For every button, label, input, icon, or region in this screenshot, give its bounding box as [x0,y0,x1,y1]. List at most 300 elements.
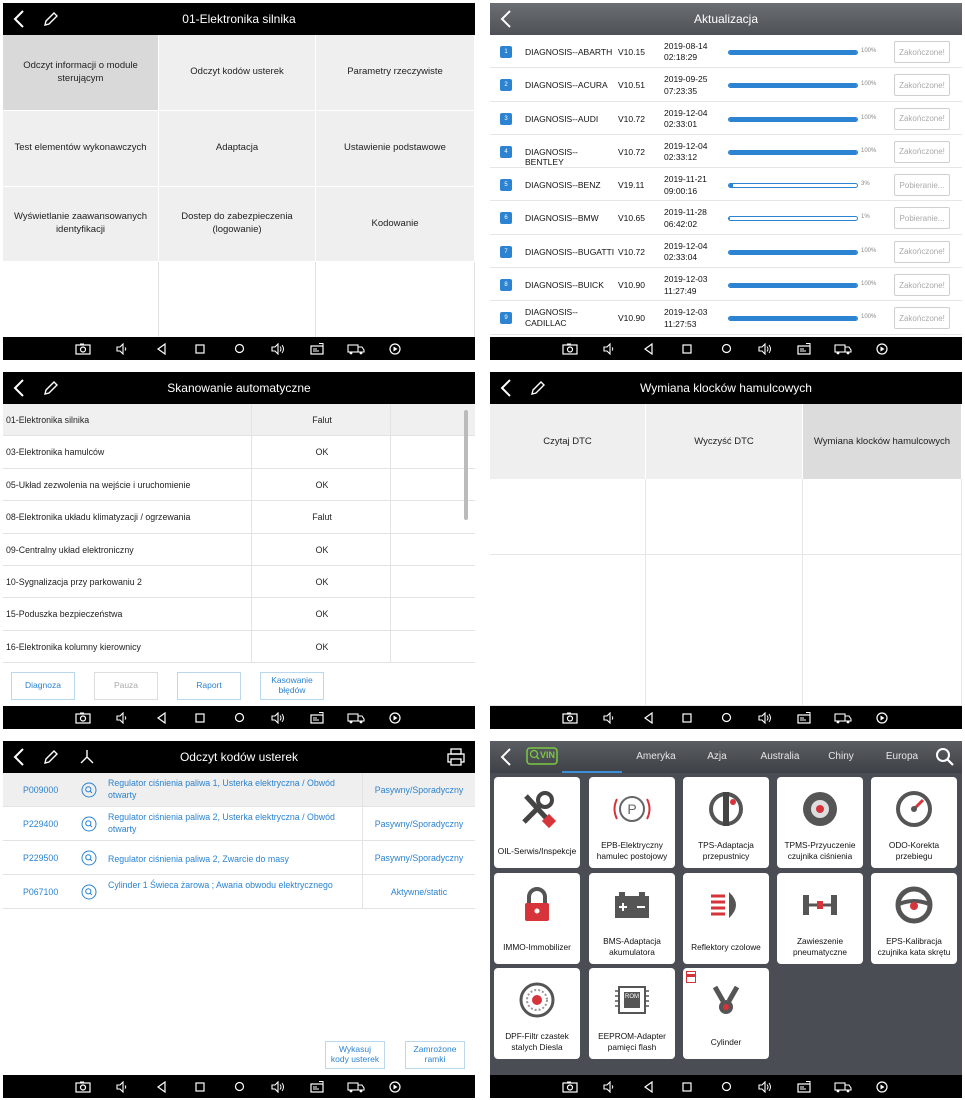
package-time: 06:42:02 [664,218,698,229]
truck-icon[interactable] [824,337,863,360]
service-tile[interactable] [589,873,675,964]
package-datetime [664,274,707,297]
progress-bar [728,283,858,288]
svg-text:P: P [627,801,637,817]
module-name: 15-Poduszka bezpieczeństwa [6,609,123,620]
column-divider [251,631,252,662]
package-datetime [664,74,707,97]
play-icon[interactable] [376,706,415,729]
column-divider [390,566,391,597]
page-title: Aktualizacja [693,12,759,26]
column-divider [390,469,391,500]
top-bar [490,3,962,35]
status-button[interactable]: Zakończone! [894,307,950,329]
package-version: V10.72 [618,113,645,124]
gauge-icon [871,783,957,835]
tile-label: ODO-Korekta przebiegu [888,840,940,861]
bottom-bar [490,1075,962,1098]
empty-cell [646,479,803,555]
camera-icon[interactable] [64,706,103,729]
scan-row[interactable] [3,404,475,436]
empty-cell [490,479,646,555]
progress-fill [729,84,857,87]
progress-percent: 100% [861,314,877,321]
service-tile[interactable] [777,873,863,964]
play-icon[interactable] [376,337,415,360]
pencil-icon[interactable] [41,378,61,398]
service-tile[interactable] [683,873,769,964]
status-button[interactable]: Zakończone! [894,108,950,130]
service-tile[interactable] [777,777,863,868]
search-icon[interactable] [81,850,97,866]
volume-down-icon[interactable] [590,706,629,729]
package-time: 09:00:16 [664,185,698,196]
menu-read-dtc[interactable]: Czytaj DTC [490,404,646,479]
fault-code: P229500 [23,853,59,863]
progress-percent: 100% [861,81,877,88]
progress-bar [728,117,858,122]
update-row [490,268,962,301]
package-date: 2019-12-03 [664,274,708,285]
row-number-badge: 4 [500,146,512,158]
fault-code: P229400 [23,819,59,829]
search-icon[interactable] [934,746,956,768]
scan-row[interactable] [3,534,475,566]
progress-fill [729,284,857,287]
vin-icon[interactable] [526,745,558,767]
clear-errors-button[interactable]: Kasowanie błędów [260,672,324,700]
pencil-icon[interactable] [41,9,61,29]
module-name: 16-Elektronika kolumny kierownicy [6,641,141,652]
scan-list [3,404,475,663]
pencil-icon[interactable] [528,378,548,398]
truck-icon[interactable] [337,1075,376,1098]
vci-icon[interactable] [298,1075,337,1098]
volume-up-icon[interactable] [746,337,785,360]
page-title: Wymiana klocków hamulcowych [640,381,812,395]
scan-row[interactable] [3,469,475,501]
page-title: Skanowanie automatyczne [167,381,311,395]
progress-bar [728,183,858,188]
package-date: 2019-11-28 [664,207,707,218]
vci-icon[interactable] [298,706,337,729]
fault-description: Regulator ciśnienia paliwa 1, Usterka elektryczna / Obwód otwarty [108,778,335,801]
tab-australia[interactable]: Australia [760,751,800,762]
row-number-badge: 9 [500,312,512,324]
progress-bar [728,250,858,255]
package-time: 02:33:04 [664,252,698,263]
vci-icon[interactable] [785,706,824,729]
compass-icon[interactable] [77,747,97,767]
fault-code: P009000 [23,785,59,795]
package-version: V10.72 [618,146,645,157]
back-icon[interactable] [496,746,518,768]
menu-actuator-test[interactable]: Test elementów wykonawczych [3,111,159,187]
tile-label: Cylinder [710,1036,742,1047]
package-name: DIAGNOSIS--BUICK [525,280,604,291]
scan-row[interactable] [3,631,475,663]
tile-label: EPB-Elektryczny hamulec postojowy [596,840,668,861]
volume-down-icon[interactable] [590,1075,629,1098]
home-square-icon[interactable] [668,1075,707,1098]
package-datetime [664,241,707,264]
truck-icon[interactable] [337,337,376,360]
printer-icon[interactable] [445,746,467,768]
column-divider [390,404,391,435]
function-grid [3,35,475,337]
column-divider [251,469,252,500]
module-name: 03-Elektronika hamulców [6,447,105,458]
fault-description: Cylinder 1 Świeca żarowa ; Awaria obwodu elektrycznego [108,880,333,890]
menu-adaptation[interactable]: Adaptacja [159,111,316,187]
play-icon[interactable] [863,706,902,729]
tab-selected[interactable] [562,741,622,773]
back-triangle-icon[interactable] [142,337,181,360]
column-divider [251,598,252,629]
suspension-icon [777,879,863,931]
top-bar [490,741,962,773]
package-time: 02:33:01 [664,119,698,130]
progress-bar [728,83,858,88]
home-square-icon[interactable] [181,1075,220,1098]
back-triangle-icon[interactable] [629,706,668,729]
status-button[interactable]: Zakończone! [894,41,950,63]
panel-auto-scan [3,372,475,729]
tile-label: IMMO-Immobilizer [503,941,571,952]
scan-result: OK [315,609,329,620]
svg-text:ROM: ROM [625,994,639,1000]
bottom-bar [490,337,962,360]
menu-clear-dtc[interactable]: Wyczyść DTC [646,404,803,479]
scan-result: OK [315,544,329,555]
clear-codes-button[interactable]: Wykasuj kody usterek [325,1041,385,1069]
scan-result: OK [315,576,329,587]
progress-fill [729,151,857,154]
fault-code-row[interactable] [3,773,475,807]
volume-up-icon[interactable] [746,706,785,729]
tab-america[interactable]: Ameryka [636,751,676,762]
panel-fault-codes [3,741,475,1098]
vci-icon[interactable] [298,337,337,360]
tile-label: BMS-Adaptacja akumulatora [603,936,661,957]
headlight-icon [683,879,769,931]
scan-row[interactable] [3,501,475,533]
update-row [490,68,962,101]
package-datetime [664,141,707,164]
camera-icon[interactable] [551,706,590,729]
throttle-icon [683,783,769,835]
back-triangle-icon[interactable] [629,337,668,360]
top-bar [3,3,475,35]
menu-security-access[interactable]: Dostep do zabezpieczenia (logowanie) [159,187,316,262]
fault-status: Pasywny/Sporadyczny [374,785,464,795]
row-number-badge: 8 [500,279,512,291]
bottom-bar [490,706,962,729]
row-number-badge: 7 [500,246,512,258]
search-icon[interactable] [81,782,97,798]
package-time: 02:18:29 [664,52,698,63]
volume-down-icon[interactable] [590,337,629,360]
package-date: 2019-11-21 [664,174,707,185]
pencil-icon[interactable] [41,747,61,767]
camera-icon[interactable] [64,337,103,360]
package-datetime [664,174,707,197]
tile-label: Zawieszenie pneumatyczne [793,936,847,957]
page-title: 01-Elektronika silnika [182,12,296,26]
scan-result: Falut [312,415,332,425]
fault-code-row[interactable] [3,875,475,909]
vci-icon[interactable] [785,1075,824,1098]
battery-icon [589,879,675,931]
package-date: 2019-08-14 [664,41,708,51]
play-icon[interactable] [376,1075,415,1098]
package-date: 2019-09-25 [664,74,708,85]
module-name: 01-Elektronika silnika [6,415,90,425]
update-row [490,235,962,268]
wrench-screwdriver-icon [494,783,580,835]
column-divider [251,436,252,467]
package-name: DIAGNOSIS--BUGATTI [525,246,615,257]
fault-description: Regulator ciśnienia paliwa 2, Zwarcie do masy [108,854,289,864]
scan-result: OK [315,447,329,458]
top-bar [3,741,475,773]
vci-icon[interactable] [785,337,824,360]
back-icon[interactable] [496,8,518,30]
progress-percent: 100% [861,114,877,121]
module-name: 08-Elektronika układu klimatyzacji / ogrzewania [6,512,191,523]
scan-result: Falut [312,512,332,523]
volume-up-icon[interactable] [259,1075,298,1098]
play-icon[interactable] [863,337,902,360]
fault-status: Pasywny/Sporadyczny [374,853,464,863]
search-icon[interactable] [81,816,97,832]
progress-percent: 100% [861,48,877,54]
package-version: V10.15 [618,47,645,57]
pdf-icon [686,970,696,982]
package-version: V10.72 [618,246,645,257]
package-name: DIAGNOSIS--CADILLAC [525,307,578,328]
service-tiles [490,773,962,1075]
play-icon[interactable] [863,1075,902,1098]
menu-coding[interactable]: Kodowanie [316,187,475,262]
page-title: Odczyt kodów usterek [179,750,299,764]
volume-down-icon[interactable] [103,706,142,729]
top-bar [490,372,962,404]
freeze-frame-button[interactable]: Zamrożone ramki [405,1041,465,1069]
tab-europe[interactable]: Europa [885,751,919,762]
service-tile[interactable] [683,968,769,1059]
column-divider [251,534,252,565]
truck-icon[interactable] [824,706,863,729]
volume-down-icon[interactable] [103,337,142,360]
status-button[interactable]: Zakończone! [894,241,950,263]
vin-label: VIN [540,750,556,760]
status-button[interactable]: Zakończone! [894,141,950,163]
menu-brake-pad-replacement[interactable]: Wymiana klocków hamulcowych [803,404,962,479]
scan-row[interactable] [3,436,475,468]
panel-update [490,3,962,360]
diagnosis-button[interactable]: Diagnoza [11,672,75,700]
dpf-filter-icon [494,974,580,1026]
service-tile[interactable] [589,777,675,868]
back-icon[interactable] [9,377,31,399]
tab-asia[interactable]: Azja [707,751,727,762]
recent-circle-icon[interactable] [707,706,746,729]
fault-code-row[interactable] [3,807,475,841]
module-name: 10-Sygnalizacja przy parkowaniu 2 [6,576,142,587]
package-name: DIAGNOSIS--BENZ [525,180,601,191]
top-bar [3,372,475,404]
status-button[interactable]: Pobieranie... [894,174,950,196]
progress-bar [728,50,858,55]
package-name: DIAGNOSIS--BENTLEY [525,146,578,168]
report-button[interactable]: Raport [177,672,241,700]
scan-result: OK [315,479,329,490]
volume-up-icon[interactable] [746,1075,785,1098]
status-button[interactable]: Zakończone! [894,274,950,296]
package-name: DIAGNOSIS--ABARTH [525,47,613,57]
bottom-bar [3,706,475,729]
recent-circle-icon[interactable] [220,706,259,729]
action-buttons [3,672,475,702]
tile-label: TPMS-Przyuczenie czujnika ciśnienia [784,840,856,861]
column-divider [390,436,391,467]
module-name: 09-Centralny układ elektroniczny [6,544,134,555]
column-divider [251,404,252,435]
fault-status: Aktywne/static [390,887,448,897]
scrollbar[interactable] [464,410,468,520]
empty-cell [646,555,803,706]
tab-china[interactable]: Chiny [828,751,854,762]
scan-row[interactable] [3,566,475,598]
tile-label: DPF-Filtr czastek stalych Diesla [505,1031,569,1052]
package-date: 2019-12-03 [664,307,708,318]
service-tile[interactable] [871,777,957,868]
home-square-icon[interactable] [181,706,220,729]
recent-circle-icon[interactable] [707,1075,746,1098]
row-number-badge: 3 [500,113,512,125]
volume-up-icon[interactable] [259,337,298,360]
status-button[interactable]: Pobieranie... [894,207,950,229]
camera-icon[interactable] [64,1075,103,1098]
service-tile[interactable] [494,968,580,1059]
menu-read-fault-codes[interactable]: Odczyt kodów usterek [159,35,316,111]
row-number-badge: 2 [500,79,512,91]
panel-brake-pads [490,372,962,729]
back-icon[interactable] [9,8,31,30]
package-time: 07:23:35 [664,85,698,96]
package-name: DIAGNOSIS--AUDI [525,113,599,124]
recent-circle-icon[interactable] [220,1075,259,1098]
camera-icon[interactable] [551,337,590,360]
scan-row[interactable] [3,598,475,630]
tile-label: EEPROM-Adapter pamięci flash [598,1031,666,1052]
camera-icon[interactable] [551,1075,590,1098]
package-name: DIAGNOSIS--BMW [525,213,599,224]
progress-fill [729,317,857,320]
home-square-icon[interactable] [181,337,220,360]
progress-fill [729,184,733,187]
update-row [490,135,962,168]
update-row [490,35,962,68]
bottom-bar [3,1075,475,1098]
menu-live-data[interactable]: Parametry rzeczywiste [316,35,475,111]
column-divider [390,598,391,629]
back-triangle-icon[interactable] [142,706,181,729]
service-tile[interactable] [683,777,769,868]
fault-code-list [3,773,475,909]
package-datetime [664,108,707,131]
service-tile[interactable] [494,873,580,964]
panel-service-functions [490,741,962,1098]
menu-basic-settings[interactable]: Ustawienie podstawowe [316,111,475,187]
column-divider [251,566,252,597]
update-list [490,35,962,335]
tile-label: OIL-Serwis/Inspekcje [497,845,577,856]
package-time: 02:33:12 [664,152,698,163]
back-triangle-icon[interactable] [629,1075,668,1098]
package-name: DIAGNOSIS--ACURA [525,80,608,91]
service-tile[interactable] [871,873,957,964]
fault-status: Pasywny/Sporadyczny [374,819,464,829]
status-button[interactable]: Zakończone! [894,74,950,96]
menu-read-ecu-info[interactable]: Odczyt informacji o module sterującym [3,35,159,111]
search-icon[interactable] [81,884,97,900]
empty-cell [316,262,475,337]
home-square-icon[interactable] [668,337,707,360]
fault-code-row[interactable] [3,841,475,875]
update-row [490,301,962,334]
progress-fill [729,51,857,54]
empty-cell [3,262,159,337]
package-version: V19.11 [618,180,645,191]
row-number-badge: 1 [500,46,512,58]
package-datetime [664,207,707,230]
recent-circle-icon[interactable] [220,337,259,360]
scan-result: OK [315,641,329,652]
progress-bar [728,216,858,221]
column-divider [251,501,252,532]
pause-button[interactable]: Pauza [94,672,158,700]
update-row [490,168,962,201]
truck-icon[interactable] [824,1075,863,1098]
package-version: V10.90 [618,313,645,324]
package-time: 11:27:53 [664,318,697,329]
column-divider [390,631,391,662]
package-date: 2019-12-04 [664,140,708,151]
empty-cell [803,479,962,555]
back-triangle-icon[interactable] [142,1075,181,1098]
volume-down-icon[interactable] [103,1075,142,1098]
truck-icon[interactable] [337,706,376,729]
recent-circle-icon[interactable] [707,337,746,360]
menu-advanced-identification[interactable]: Wyświetlanie zaawansowanych identyfikacji [3,187,159,262]
progress-percent: 1% [861,214,870,221]
module-name: 05-Układ zezwolenia na wejście i uruchomienie [6,479,191,490]
empty-cell [159,262,316,337]
service-tile[interactable] [589,968,675,1059]
service-tile[interactable] [494,777,580,868]
bottom-bar [3,337,475,360]
lock-icon [494,879,580,931]
home-square-icon[interactable] [668,706,707,729]
back-icon[interactable] [496,377,518,399]
package-date: 2019-12-04 [664,240,708,251]
back-icon[interactable] [9,746,31,768]
volume-up-icon[interactable] [259,706,298,729]
tile-label: EPS-Kalibracja czujnika kata skrętu [877,936,951,957]
progress-percent: 100% [861,147,877,154]
